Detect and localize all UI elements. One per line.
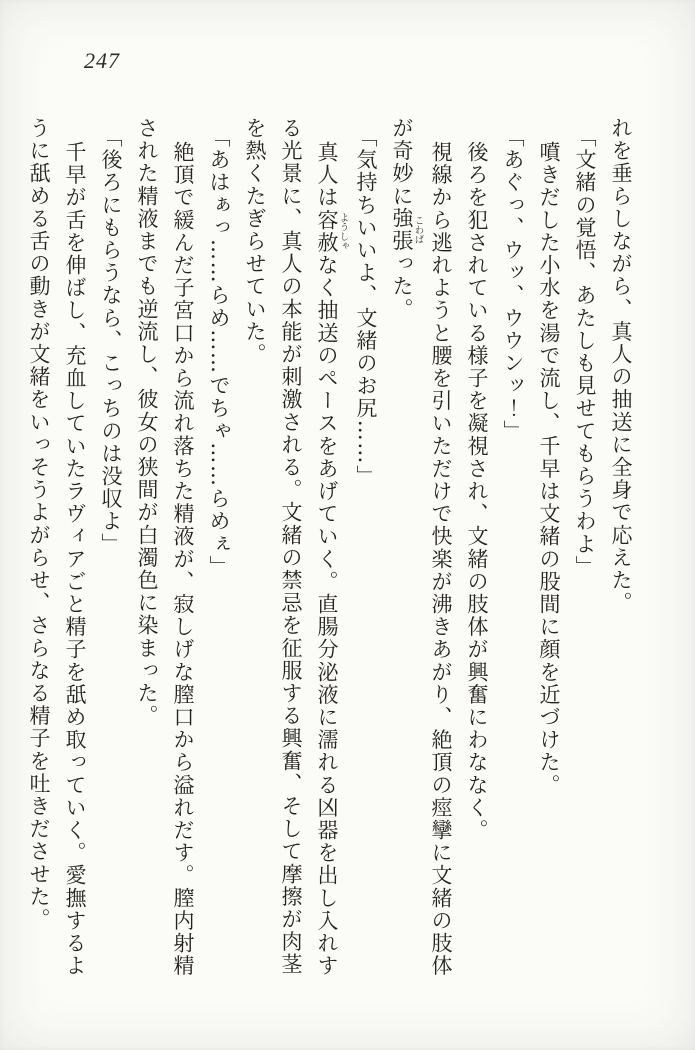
text-block [25,117,639,985]
text-segment: 「文緒の覚悟、あたしも見せてもらうわよ」 [573,126,597,579]
text-line [348,117,384,985]
text-segment: なく抽送のペースをあげていく。直腸分泌液に濡れる凶器を出し入れす [315,254,339,978]
text-line [309,117,348,985]
text-segment: 絶頂で緩んだ子宮口から流れ落ちた精液が、寂しげな膣口から溢れだす。膣内射精 [171,141,195,978]
ruby-annotated-word: 容赦ようしゃ [315,208,349,255]
text-segment: が奇妙に [390,117,414,208]
text-segment: 噴きだした小水を湯で流し、千早は文緒の股間に顔を近づけた。 [537,141,561,797]
text-line [459,117,495,985]
text-line [57,117,93,985]
text-segment: った。 [390,252,414,321]
text-segment: 真人は [315,141,339,209]
text-segment: 「あぐっ、ウッ、ウウンッ！」 [501,126,525,443]
text-segment: 視線から逃れようと腰を引いただけで快楽が沸きあがり、絶頂の痙攣に文緒の肢体 [429,141,453,978]
text-line [273,117,309,985]
text-line [93,117,129,985]
text-segment: 「後ろにもらうなら、こっちのは没収よ」 [99,126,123,556]
text-segment: れを垂らしながら、真人の抽送に全身で応えた。 [609,117,633,615]
ruby-annotated-word: 強張こわば [390,207,424,253]
text-line [384,117,423,985]
text-line [495,117,531,985]
text-segment: うに舐める舌の動きが文緒をいっそうよがらせ、さらなる精子を吐きださせた。 [27,117,51,931]
text-line [165,117,201,985]
text-line [567,117,603,985]
text-line [531,117,567,985]
text-line [21,117,57,985]
text-segment: を熱くたぎらせていた。 [243,117,267,366]
text-line [129,117,165,985]
text-line [237,117,273,985]
page-number: 247 [84,48,120,73]
text-segment: 後ろを犯されている様子を凝視され、文緒の肢体が興奮にわななく。 [465,141,489,842]
text-segment: る光景に、真人の本能が刺激される。文緒の禁忌を征服する興奮、そして摩擦が肉茎 [279,117,303,976]
text-segment: された精液までも逆流し、彼女の狭間が白濁色に染まった。 [135,117,159,728]
text-segment: 千早が舌を伸ばし、充血していたラヴィアごと精子を舐め取っていく。愛撫するよ [63,141,87,978]
text-segment: 「気持ちいいよ、文緒のお尻……」 [354,126,378,489]
text-segment: 「あはぁっ……らめ……でちゃ……らめぇ」 [207,126,231,579]
text-line [201,117,237,985]
text-line [423,117,459,985]
text-line [603,117,639,985]
